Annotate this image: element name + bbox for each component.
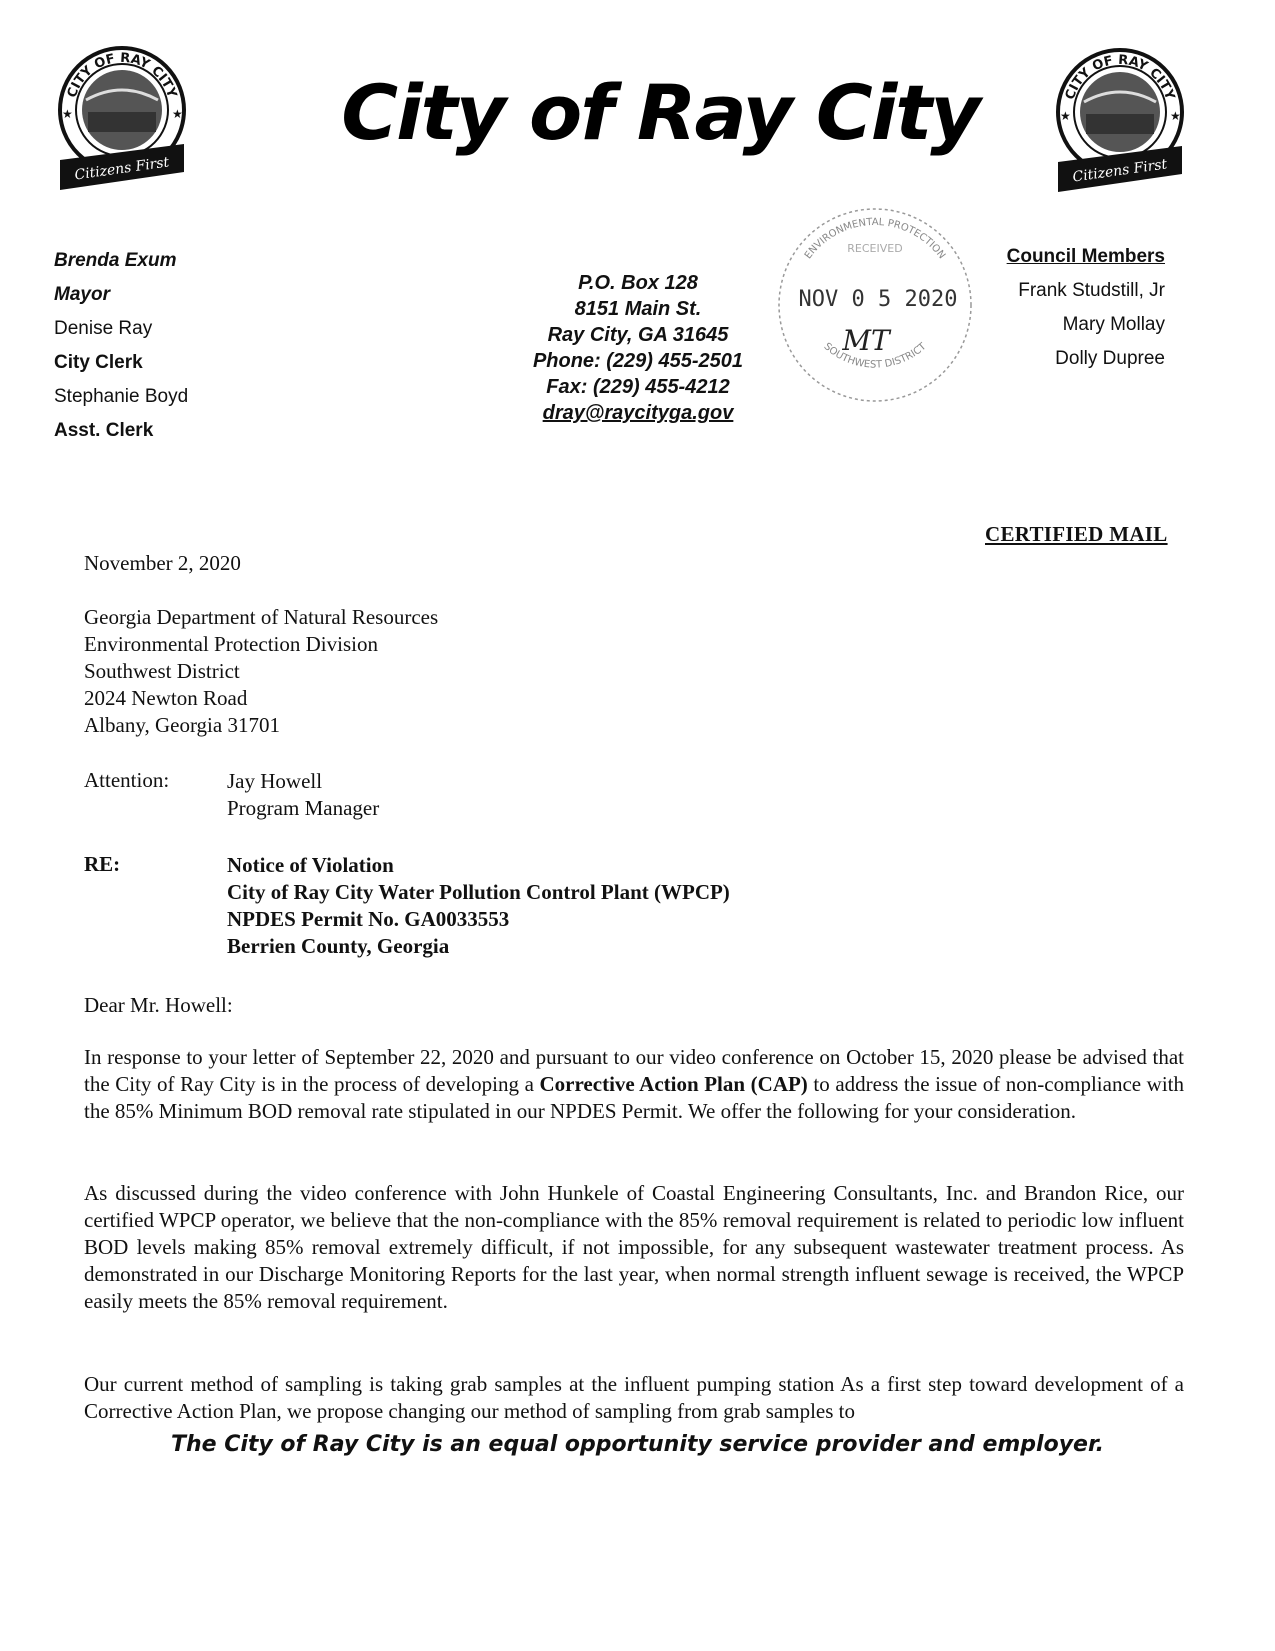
stamp-date: NOV 0 5 2020: [798, 287, 958, 312]
recipient-address: [84, 604, 1184, 739]
paragraph-2: As discussed during the video conference with John Hunkele of Coastal Engineering Consultants, Inc. and Brandon Rice, our certified WPCP operator, we believe that the non-compliance with the 85% removal requirement is related to periodic low influent BOD levels making 85% removal extremely difficult, if not impossible, for any subsequent wastewater treatment process. As demonstrated in our Discharge Monitoring Reports for the last year, when normal strength influent sewage is received, the WPCP easily meets the 85% removal requirement.: [84, 1181, 1184, 1313]
street-address: 8151 Main St.: [574, 298, 702, 320]
attention-block: [227, 768, 379, 822]
council-member: Mary Mollay: [1062, 314, 1165, 335]
council-member: Frank Studstill, Jr: [1018, 280, 1165, 301]
officials-list: [54, 244, 188, 448]
po-box: P.O. Box 128: [578, 272, 698, 294]
paragraph-1: In response to your letter of September 22, 2020 and pursuant to our video conference on October 15, 2020 please be advised that the City of Ray City is in the process of developing a Corrective Action Plan (CAP) to address the issue of non-compliance with the 85% Minimum BOD removal rate stipulated in our NPDES Permit. We offer the following for your consideration.: [84, 1045, 1185, 1123]
recipient-line: Georgia Department of Natural Resources: [84, 605, 439, 629]
attention-name: Jay Howell: [227, 769, 323, 793]
letterhead-title: City of Ray City: [341, 68, 979, 157]
svg-text:Citizens First: Citizens First: [1071, 156, 1169, 186]
subject-line: NPDES Permit No. GA0033553: [227, 907, 510, 931]
received-stamp: [770, 200, 980, 410]
attention-label: Attention:: [84, 768, 170, 792]
council-members: [975, 240, 1165, 376]
subject-line: Berrien County, Georgia: [227, 934, 450, 958]
phone-number: Phone: (229) 455-2501: [532, 350, 744, 372]
svg-text:★: ★: [1170, 109, 1181, 123]
city-seal-left: [52, 40, 192, 200]
svg-text:CITY OF RAY CITY: CITY OF RAY CITY: [1062, 52, 1178, 102]
email-link[interactable]: dray@raycityga.gov: [542, 402, 734, 424]
svg-text:CITY OF RAY CITY: CITY OF RAY CITY: [64, 50, 180, 100]
council-member: Dolly Dupree: [1055, 348, 1165, 369]
subject-line: City of Ray City Water Pollution Control Plant (WPCP): [227, 880, 730, 904]
cap-term: Corrective Action Plan (CAP): [539, 1072, 808, 1096]
paragraph-3: Our current method of sampling is taking grab samples at the influent pumping station As a first step toward development of a Corrective Action Plan, we propose changing our method of sampling from grab samples to: [84, 1372, 1184, 1423]
city-state-zip: Ray City, GA 31645: [547, 324, 729, 346]
mayor-title: Mayor: [54, 284, 110, 305]
mayor-name: Brenda Exum: [54, 250, 177, 271]
stamp-initials: MT: [842, 324, 890, 357]
subject-block: [227, 852, 730, 960]
letter-date: November 2, 2020: [84, 551, 241, 575]
svg-text:RECEIVED: RECEIVED: [847, 242, 903, 255]
salutation: Dear Mr. Howell:: [84, 993, 233, 1017]
svg-text:★: ★: [1060, 109, 1071, 123]
svg-text:★: ★: [62, 107, 73, 121]
clerk-title: City Clerk: [54, 352, 143, 373]
svg-text:★: ★: [172, 107, 183, 121]
city-seal-right: [1050, 42, 1190, 202]
fax-number: Fax: (229) 455-4212: [546, 376, 730, 398]
footer-statement: The City of Ray City is an equal opportunity service provider and employer.: [170, 1432, 1105, 1457]
re-label: RE:: [84, 852, 121, 876]
certified-mail-label: CERTIFIED MAIL: [985, 522, 1168, 546]
svg-text:Citizens First: Citizens First: [73, 154, 171, 184]
city-address: [488, 270, 788, 426]
asst-clerk-title: Asst. Clerk: [54, 420, 154, 441]
clerk-name: Denise Ray: [54, 318, 153, 339]
recipient-line: Albany, Georgia 31701: [84, 713, 280, 737]
svg-text:SOUTHWEST DISTRICT: SOUTHWEST DISTRICT: [821, 341, 929, 371]
svg-text:ENVIRONMENTAL PROTECTION: ENVIRONMENTAL PROTECTION: [802, 216, 948, 262]
subject-line: Notice of Violation: [227, 853, 394, 877]
asst-clerk-name: Stephanie Boyd: [54, 386, 189, 407]
recipient-line: Environmental Protection Division: [84, 632, 378, 656]
recipient-line: 2024 Newton Road: [84, 686, 248, 710]
attention-title: Program Manager: [227, 796, 380, 820]
recipient-line: Southwest District: [84, 659, 240, 683]
council-heading: Council Members: [1006, 246, 1165, 267]
